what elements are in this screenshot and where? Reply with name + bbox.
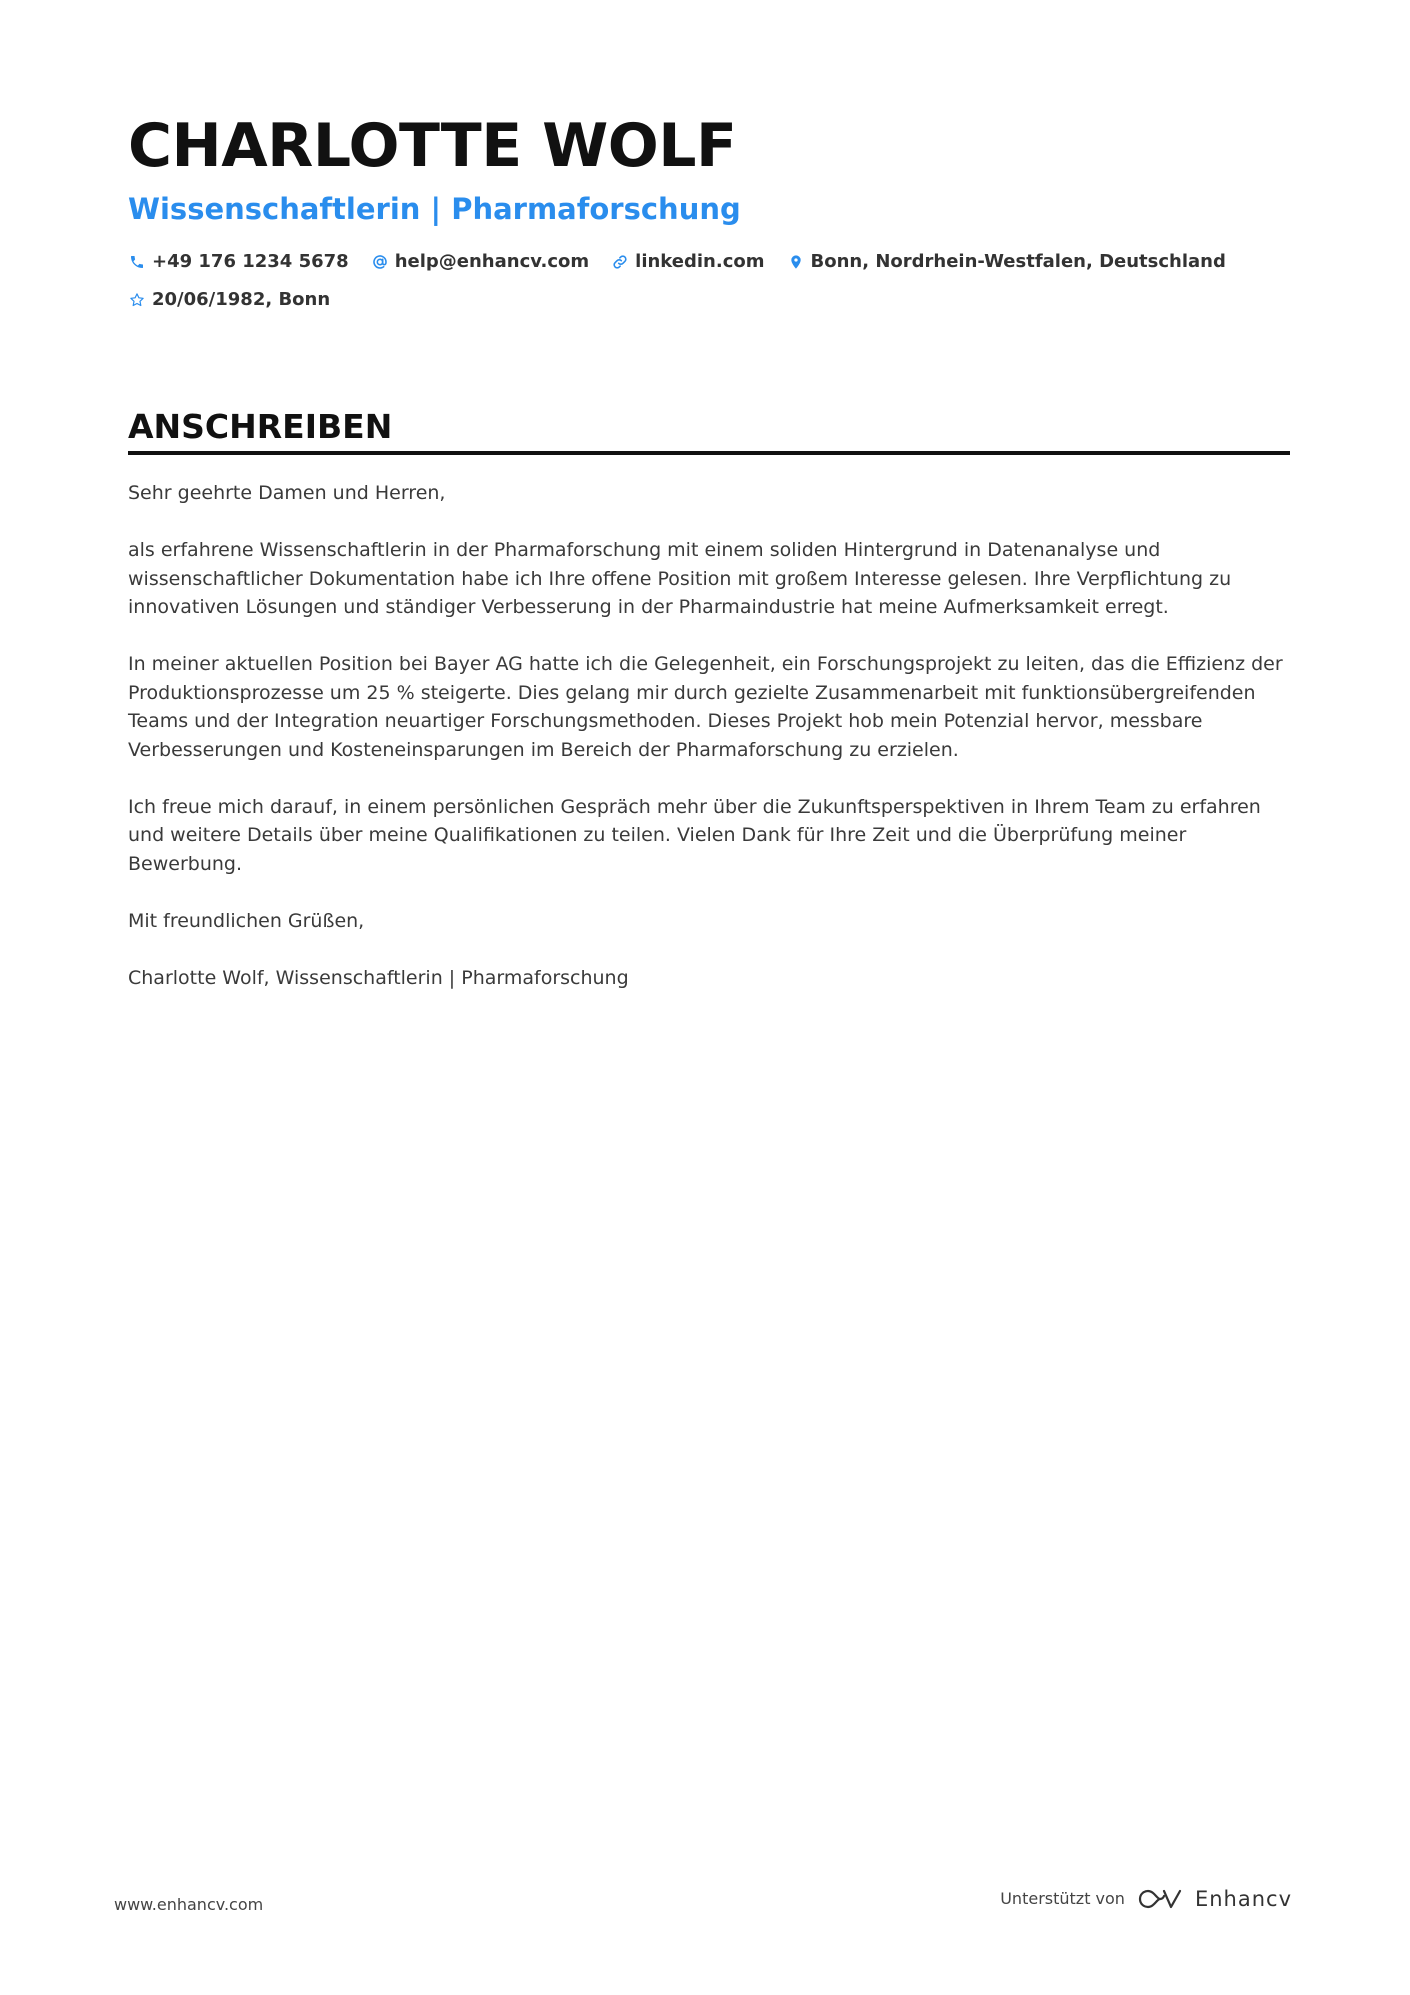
location-text: Bonn, Nordrhein-Westfalen, Deutschland xyxy=(810,251,1226,272)
resume-header xyxy=(128,110,1288,312)
contact-birth xyxy=(128,288,330,312)
birth-date-place: 20/06/1982, Bonn xyxy=(152,289,331,310)
letter-paragraph: In meiner aktuellen Position bei Bayer AG hatte ich die Gelegenheit, ein Forschungsprojekt zu leiten, das die Effizienz der Produktionsprozesse um 25 % steigerte. Dies gelang mir durch gezielte Zusammenarbeit mit funktionsübergreifenden Teams und der Integration neuartiger Forschungsmethoden. Dieses Projekt hob mein Potenzial hervor, messbare Verbesserungen und Kosteneinsparungen im Bereich der Pharmaforschung zu erzielen. xyxy=(128,653,1283,761)
letter-closing: Mit freundlichen Grüßen, xyxy=(128,909,365,932)
star-icon xyxy=(128,291,146,309)
letter-body xyxy=(128,479,1290,992)
phone-number: +49 176 1234 5678 xyxy=(152,251,349,272)
contact-location xyxy=(787,250,1226,274)
link-icon xyxy=(611,253,629,271)
footer-branding[interactable] xyxy=(1000,1886,1292,1912)
letter-paragraph: als erfahrene Wissenschaftlerin in der Pharmaforschung mit einem soliden Hintergrund in Datenanalyse und wissenschaftlicher Dokumentation habe ich Ihre offene Position mit großem Interesse gelesen. Ihre Verpflichtung zu innovativen Lösungen und ständiger Verbesserung in der Pharmaindustrie hat meine Aufmerksamkeit erregt. xyxy=(128,539,1232,618)
phone-icon xyxy=(128,253,146,271)
enhancv-logo-icon xyxy=(1137,1886,1183,1912)
letter-signature: Charlotte Wolf, Wissenschaftlerin | Pharmaforschung xyxy=(128,966,629,989)
letter-salutation: Sehr geehrte Damen und Herren, xyxy=(128,482,446,504)
candidate-title: Wissenschaftlerin | Pharmaforschung xyxy=(128,192,741,226)
email-address: help@enhancv.com xyxy=(394,251,590,272)
section-title: ANSCHREIBEN xyxy=(128,407,393,446)
location-pin-icon xyxy=(787,253,805,271)
contact-linkedin[interactable] xyxy=(611,250,764,274)
powered-by-label: Unterstützt von xyxy=(1000,1889,1125,1908)
cover-letter-section xyxy=(128,405,1290,1021)
section-divider xyxy=(128,451,1290,455)
footer-website[interactable]: www.enhancv.com xyxy=(114,1895,264,1914)
linkedin-link: linkedin.com xyxy=(635,251,765,272)
contact-info xyxy=(128,250,1288,312)
brand-name: Enhancv xyxy=(1194,1887,1292,1911)
contact-phone xyxy=(128,250,349,274)
candidate-name: CHARLOTTE WOLF xyxy=(128,111,737,181)
letter-paragraph: Ich freue mich darauf, in einem persönlichen Gespräch mehr über die Zukunftsperspektiven in Ihrem Team zu erfahren und weitere Details über meine Qualifikationen zu teilen. Vielen Dank für Ihre Zeit und die Überprüfung meiner Bewerbung. xyxy=(128,795,1261,875)
at-icon xyxy=(371,253,389,271)
contact-email[interactable] xyxy=(371,250,589,274)
